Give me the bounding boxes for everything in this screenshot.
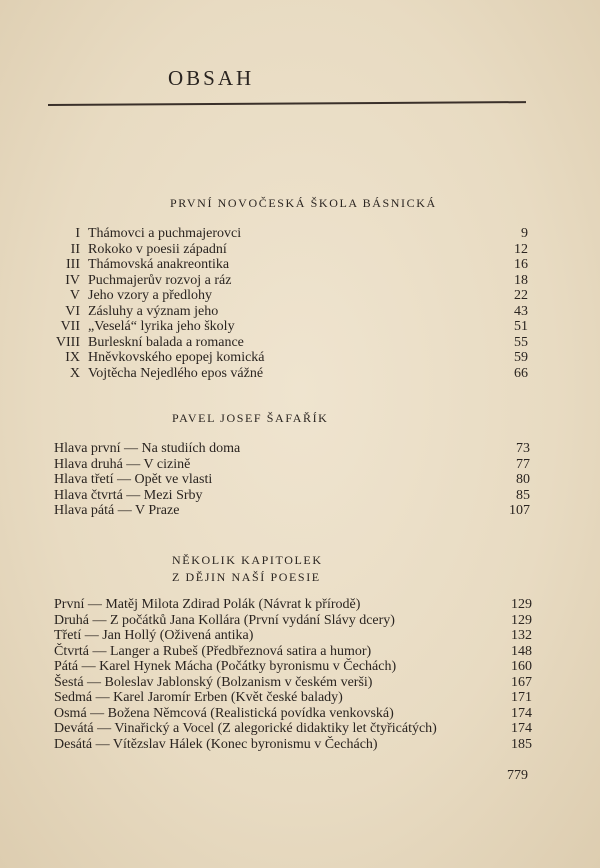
- toc-entry: [0, 457, 600, 473]
- section-3-heading-line-1: NĚKOLIK KAPITOLEK: [172, 553, 323, 567]
- toc-entry-title: Desátá — Vítězslav Hálek (Konec byronismu v Čechách): [54, 736, 378, 752]
- toc-entry-title: První — Matěj Milota Zdirad Polák (Návrat k přírodě): [54, 597, 361, 612]
- toc-entry-title: Devátá — Vinařický a Vocel (Z alegorické didaktiky let čtyřicátých): [54, 721, 437, 736]
- toc-entry-page: 12: [514, 241, 528, 257]
- toc-entry-number: IV: [65, 272, 80, 288]
- toc-entry-page: 132: [511, 628, 532, 643]
- toc-entry-page: 129: [511, 612, 532, 628]
- toc-entry: [0, 226, 600, 242]
- toc-entry-page: 55: [514, 334, 528, 350]
- toc-entry-page: 77: [516, 456, 530, 472]
- page-number: 779: [507, 768, 528, 783]
- section-1-heading: PRVNÍ NOVOČESKÁ ŠKOLA BÁSNICKÁ: [170, 196, 437, 210]
- toc-entry-page: 51: [514, 319, 528, 334]
- toc-entry-page: 174: [511, 705, 532, 721]
- toc-entry-page: 129: [511, 597, 532, 612]
- toc-entry-page: 185: [511, 736, 532, 752]
- toc-entry: [0, 335, 600, 351]
- toc-entry-title: Hlava třetí — Opět ve vlasti: [54, 472, 213, 487]
- toc-entry-title: Hlava čtvrtá — Mezi Srby: [54, 487, 203, 503]
- toc-entry: [0, 675, 600, 691]
- toc-entry: [0, 706, 600, 722]
- section-3-heading-line-2: Z DĚJIN NAŠÍ POESIE: [172, 570, 321, 584]
- toc-entry-title: Hlava druhá — V cizině: [54, 456, 191, 472]
- toc-entry: [0, 644, 600, 660]
- toc-entry: [0, 472, 600, 488]
- toc-entry-title: Burleskní balada a romance: [88, 334, 244, 350]
- toc-entry-number: V: [69, 288, 80, 303]
- toc-entry: [0, 257, 600, 273]
- page-title: OBSAH: [168, 66, 255, 90]
- section-1-list: [0, 226, 600, 381]
- toc-entry: [0, 503, 600, 519]
- toc-entry-page: 59: [514, 350, 528, 365]
- toc-entry: [0, 597, 600, 613]
- toc-entry: [0, 242, 600, 258]
- title-rule: [48, 101, 526, 106]
- toc-entry: [0, 737, 600, 753]
- toc-entry-number: VIII: [55, 334, 80, 350]
- toc-entry-title: Druhá — Z počátků Jana Kollára (První vydání Slávy dcery): [54, 612, 395, 628]
- toc-entry-page: 18: [514, 272, 528, 288]
- toc-entry-number: I: [75, 226, 80, 241]
- toc-entry-title: „Veselá“ lyrika jeho školy: [88, 319, 235, 334]
- toc-entry: [0, 319, 600, 335]
- toc-entry-page: 16: [514, 257, 528, 272]
- toc-entry: [0, 721, 600, 737]
- toc-entry-number: X: [69, 365, 80, 381]
- toc-entry-page: 66: [514, 365, 528, 381]
- toc-entry-page: 43: [514, 303, 528, 319]
- toc-entry-title: Pátá — Karel Hynek Mácha (Počátky byronismu v Čechách): [54, 659, 397, 674]
- toc-entry: [0, 366, 600, 382]
- toc-entry-title: Thámovci a puchmajerovci: [88, 226, 242, 241]
- toc-entry-title: Rokoko v poesii západní: [88, 241, 227, 257]
- toc-entry-page: 160: [511, 659, 532, 674]
- toc-entry: [0, 488, 600, 504]
- toc-entry: [0, 690, 600, 706]
- toc-entry-page: 9: [521, 226, 528, 241]
- toc-entry-number: IX: [65, 350, 80, 365]
- toc-entry: [0, 613, 600, 629]
- toc-entry: [0, 659, 600, 675]
- toc-entry: [0, 441, 600, 457]
- section-2-heading: PAVEL JOSEF ŠAFAŘÍK: [172, 411, 329, 425]
- toc-entry: [0, 304, 600, 320]
- toc-entry-title: Hlava první — Na studiích doma: [54, 441, 241, 456]
- toc-entry: [0, 288, 600, 304]
- toc-entry-title: Sedmá — Karel Jaromír Erben (Květ české balady): [54, 690, 343, 705]
- toc-entry-page: 80: [516, 472, 530, 487]
- toc-entry: [0, 273, 600, 289]
- toc-entry-page: 107: [509, 503, 530, 518]
- section-3-list: [0, 597, 600, 752]
- toc-entry-title: Zásluhy a význam jeho: [88, 303, 219, 319]
- toc-entry-page: 148: [511, 643, 532, 659]
- toc-entry-page: 85: [516, 487, 530, 503]
- toc-entry-title: Osmá — Božena Němcová (Realistická povídka venkovská): [54, 705, 394, 721]
- toc-entry-title: Jeho vzory a předlohy: [88, 288, 213, 303]
- toc-entry-number: II: [70, 241, 80, 257]
- toc-entry-title: Třetí — Jan Hollý (Oživená antika): [54, 628, 254, 643]
- toc-entry-title: Hlava pátá — V Praze: [54, 503, 180, 518]
- toc-entry: [0, 628, 600, 644]
- toc-entry-page: 171: [511, 690, 532, 705]
- toc-entry-page: 22: [514, 288, 528, 303]
- toc-entry: [0, 350, 600, 366]
- section-2-list: [0, 441, 600, 519]
- toc-entry-title: Hněvkovského epopej komická: [88, 350, 265, 365]
- toc-entry-title: Thámovská anakreontika: [88, 257, 230, 272]
- toc-entry-title: Puchmajerův rozvoj a ráz: [88, 272, 232, 288]
- toc-entry-title: Čtvrtá — Langer a Rubeš (Předbřeznová satira a humor): [54, 643, 372, 659]
- toc-entry-number: VI: [65, 303, 80, 319]
- toc-entry-page: 167: [511, 674, 532, 690]
- toc-entry-number: III: [66, 257, 80, 272]
- toc-entry-title: Vojtěcha Nejedlého epos vážné: [88, 365, 264, 381]
- toc-entry-title: Šestá — Boleslav Jablonský (Bolzanism v českém verši): [54, 674, 373, 690]
- toc-entry-page: 174: [511, 721, 532, 736]
- toc-entry-page: 73: [516, 441, 530, 456]
- toc-entry-number: VII: [60, 319, 80, 334]
